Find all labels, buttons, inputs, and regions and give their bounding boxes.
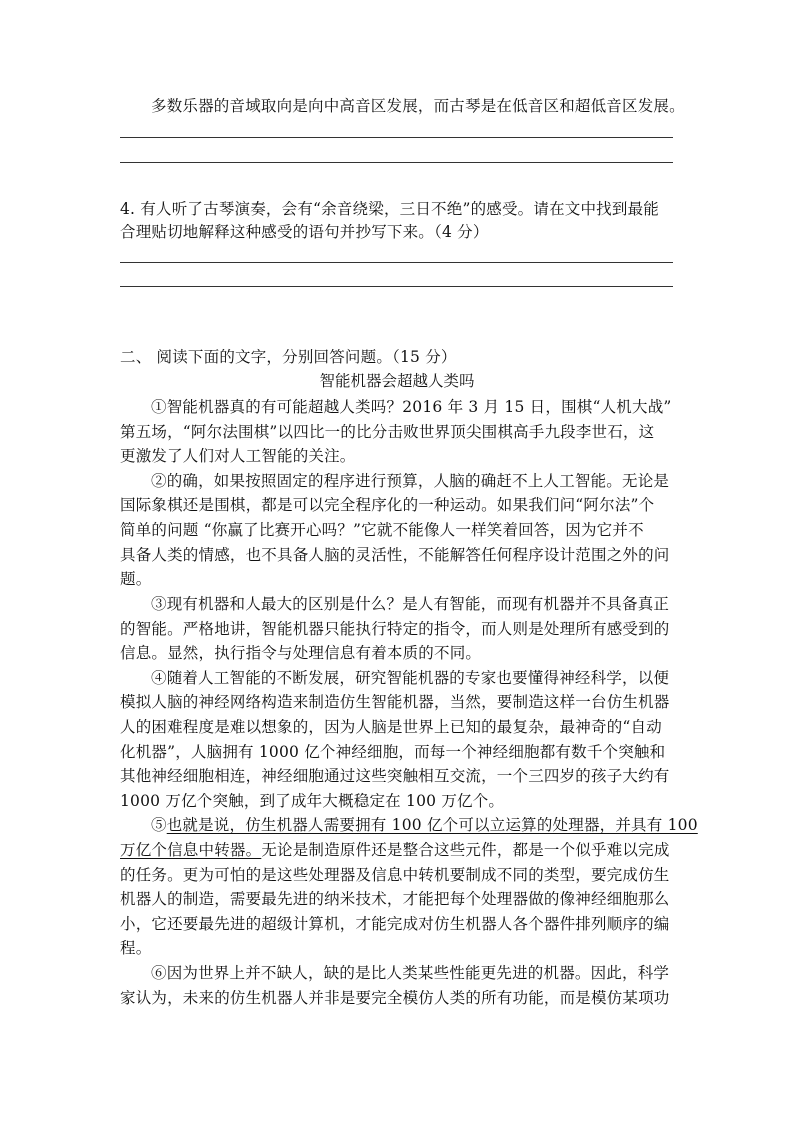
article-title: 智能机器会超越人类吗 [319,372,475,390]
paragraph-line: ③现有机器和人最大的区别是什么？是人有智能，而现有机器并不具备真正 [151,595,670,613]
paragraph-line: 家认为，未来的仿生机器人并非是要完全模仿人类的所有功能，而是模仿某项功 [120,989,670,1007]
paragraph-line: 程。 [120,939,152,957]
section-heading: 二、 阅读下面的文字，分别回答问题。（15 分） [120,348,457,366]
paragraph-line: 机器人的制造，需要最先进的纳米技术，才能把每个处理器做的像神经细胞那么 [120,890,670,908]
paragraph-line: 模拟人脑的神经网络构造来制造仿生智能机器，当然，要制造这样一台仿生机器 [120,693,670,711]
paragraph-line: ②的确，如果按照固定的程序进行预算，人脑的确赶不上人工智能。无论是 [151,472,670,490]
paragraph-line: 信息。显然，执行指令与处理信息有着本质的不同。 [120,644,482,662]
q4-prompt-line-2: 合理贴切地解释这种感受的语句并抄写下来。（4 分） [120,223,489,241]
paragraph-line: 化机器”，人脑拥有 1000 亿个神经细胞，而每一个神经细胞都有数千个突触和 [120,743,666,761]
paragraph-line: ①智能机器真的有可能超越人类吗？2016 年 3 月 15 日，围棋“人机大战” [151,398,672,416]
paragraph-number: ⑤ [151,816,167,834]
answer-blank-line[interactable] [120,137,673,138]
paragraph-line: 的任务。更为可怕的是这些处理器及信息中转机要制成不同的类型，要完成仿生 [120,866,670,884]
paragraph-line: ⑥因为世界上并不缺人，缺的是比人类某些性能更先进的机器。因此，科学 [151,964,670,982]
q3-answer-text: 多数乐器的音域取向是向中高音区发展，而古琴是在低音区和超低音区发展。 [151,97,685,115]
paragraph-line: 具备人类的情感，也不具备人脑的灵活性，不能解答任何程序设计范围之外的问 [120,546,670,564]
underlined-sentence: 万亿个信息中转器。 [120,841,262,859]
paragraph-line: 小，它还要最先进的超级计算机，才能完成对仿生机器人各个器件排列顺序的编 [120,915,670,933]
paragraph-line: 题。 [120,570,152,588]
q4-prompt-line-1: 4. 有人听了古琴演奏，会有“余音绕梁，三日不绝”的感受。请在文中找到最能 [120,200,659,218]
underlined-sentence: 也就是说，仿生机器人需要拥有 100 亿个可以立运算的处理器，并具有 100 [166,816,698,834]
paragraph-line: 其他神经细胞相连，神经细胞通过这些突触相互交流，一个三四岁的孩子大约有 [120,767,670,785]
sentence-text: 无论是制造原件还是整合这些元件，都是一个似乎难以完成 [261,841,670,859]
paragraph-line [120,813,704,837]
paragraph-line: ④随着人工智能的不断发展，研究智能机器的专家也要懂得神经科学，以便 [151,669,670,687]
paragraph-line: 更激发了人们对人工智能的关注。 [120,447,356,465]
paragraph-line: 的智能。严格地讲，智能机器只能执行特定的指令，而人则是处理所有感受到的 [120,620,670,638]
paragraph-line: 国际象棋还是围棋，都是可以完全程序化的一种运动。如果我们问“阿尔法”个 [120,496,655,514]
answer-blank-line[interactable] [120,262,673,263]
answer-blank-line[interactable] [120,162,673,163]
paragraph-line: 简单的问题 “你赢了比赛开心吗？”它就不能像人一样笑着回答，因为它并不 [120,521,644,539]
paragraph-line: 人的困难程度是难以想象的，因为人脑是世界上已知的最复杂，最神奇的“自动 [120,718,662,736]
paragraph-line [120,838,673,862]
answer-blank-line[interactable] [120,286,673,287]
paragraph-line: 第五场，“阿尔法围棋”以四比一的比分击败世界顶尖围棋高手九段李世石，这 [120,423,655,441]
paragraph-line: 1000 万亿个突触，到了成年大概稳定在 100 万亿个。 [120,792,505,810]
